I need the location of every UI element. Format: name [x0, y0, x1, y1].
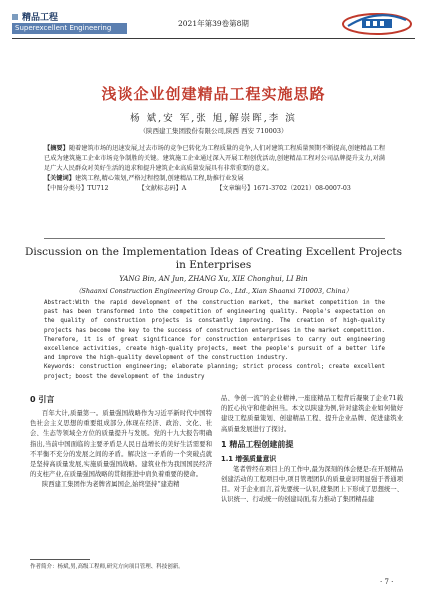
section-0-heading: 0 引言 — [30, 395, 55, 404]
body-column-left — [30, 394, 212, 491]
english-keywords-text: construction engineering; elaborate planning; strict process control; create excellent project; boost the development of the industry — [44, 364, 385, 380]
english-title-line2: in Enterprises — [175, 259, 252, 271]
section-1-heading: 1 精品工程创建前提 — [221, 439, 294, 449]
section-1-1-paragraph: 笔者曾经在项目上的工作中,最为深刻的体会便是:在开展精品创建活动的工程项目中,项目管理团队的质量意识明显强于普通项目。对于企业而言,首先要统一认识,使集团上下形成了思想统一、认识统一、行动统一的创建局面,有力推动了集团精品建 — [221, 465, 403, 504]
article-number: 【文章编号】1671-3702（2021）08-0007-03 — [216, 185, 351, 192]
english-keywords — [44, 363, 385, 381]
keywords-cn — [44, 174, 385, 184]
journal-title-cn: 精品工程 — [22, 13, 59, 23]
article-meta — [44, 184, 385, 194]
keywords-cn-text: 建筑工程,精心策划,严格过程控制,创建精品工程,助推行业发展 — [74, 175, 244, 182]
body-column-right — [221, 394, 403, 506]
english-affiliation: （Shaanxi Construction Engineering Group Co., Ltd., Xian Shaanxi 710003, China） — [74, 287, 353, 295]
english-authors: YANG Bin, AN Jun, ZHANG Xu, XIE Chonghui, LI Bin — [119, 275, 308, 283]
page-number: · 7 · — [380, 578, 394, 586]
english-abstract-label: Abstract: — [44, 300, 76, 306]
journal-mark-icon — [12, 14, 18, 20]
english-abstract-text: With the rapid development of the construction market, the market competition in the past has been transformed into the competition of engineering quality. People's expectation on the quality of construction projects is constantly improving. The creation of high-quality projects has become the key to the success of construction enterprises in the market competition. Therefore, it is of great significance for construction enterprises to carry out engineering excellence activities, create high-quality projects, meet the people's pursuit of a better life and improve the high-quality development of the construction industry. — [44, 300, 385, 362]
article-affiliation: （陕西建工集团股份有限公司,陕西 西安 710003） — [139, 127, 288, 135]
journal-title-en: Superexcellent Engineering — [12, 23, 127, 34]
abstract-divider — [44, 238, 385, 239]
english-title-line1: Discussion on the Implementation Ideas of Creating Excellent Projects — [25, 246, 402, 258]
english-keywords-label: Keywords: — [44, 364, 76, 371]
article-authors: 杨 斌,安 军,张 旭,解崇晖,李 滨 — [130, 113, 297, 124]
english-abstract-block — [44, 299, 385, 382]
abstract-cn-block — [44, 144, 385, 194]
abstract-cn — [44, 144, 385, 174]
footnote-divider — [30, 559, 90, 560]
document-code: 【文献标志码】A — [138, 185, 187, 192]
keywords-cn-label: 【关键词】 — [44, 175, 75, 182]
abstract-cn-label: 【摘要】 — [44, 145, 69, 152]
article-title: 浅谈企业创建精品工程实施思路 — [101, 85, 326, 103]
section-0-paragraph-1: 百年大计,质量第一。质量强国战略作为习近平新时代中国特色社会主义思想的重要组成部分,体现在经济、政治、文化、社会、生态等领域全方位的质量提升与发展。党的十九大报告明确指出,当前中国面临的主要矛盾是人民日益增长的美好生活需要和不平衡不充分的发展之间的矛盾。解决这一矛盾的一个突破点就是坚持高质量发展,实施质量强国战略。建筑业作为我国国民经济的支柱产业,在质量强国战略的贯彻推进中肩负着重要的使命。 — [30, 410, 212, 479]
journal-logo-icon — [340, 10, 414, 36]
english-abstract — [44, 299, 385, 363]
english-title — [0, 246, 427, 272]
abstract-cn-text: 随着建筑市场的迅速发展,过去市场的竞争已转化为工程质量的竞争,人们对建筑工程质量预期不断提高,创建精品工程已成为建筑施工企业市场竞争制胜的关键。建筑施工企业通过深入开展工程创优活动,创建精品工程对公司品牌提升支力,对满足广大人民群众对美好生活的追求和提升建筑企业高质量发展具有非常重要的意义。 — [44, 145, 386, 172]
issue-info: 2021年第39卷第8期 — [178, 19, 249, 28]
author-footnote: 作者简介：杨斌,男,高级工程师,研究方向项目管理、科技创新。 — [30, 564, 184, 570]
section-1-1-heading: 1.1 增强质量意识 — [221, 454, 277, 463]
section-0-paragraph-3: 品、争创一流”的企业精神,一座座精品工程背后凝聚了企业71载的匠心执守和使命担当。本文以陕建为例,针对建筑企业如何做好建设工程质量策划、创建精品工程、提升企业品牌、促进建筑业高质量发展进行了探讨。 — [221, 395, 403, 433]
header-divider — [12, 38, 415, 39]
clc-number: 【中图分类号】TU712 — [44, 185, 109, 192]
section-0-paragraph-2: 陕西建工集团作为老牌省属国企,始终坚持“建造精 — [42, 481, 180, 489]
